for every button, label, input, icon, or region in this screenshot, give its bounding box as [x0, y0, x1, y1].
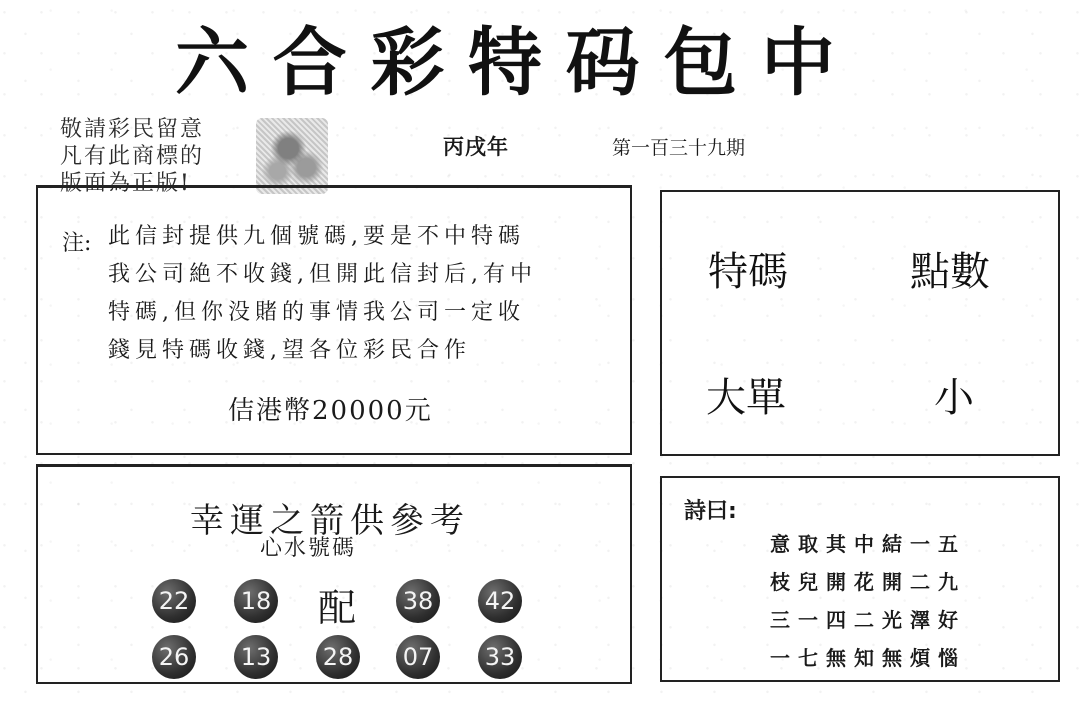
title-char: 六	[175, 20, 249, 106]
notice-line: 版面為正版!	[60, 171, 191, 196]
number-ball: 26	[152, 635, 196, 679]
number-ball: 38	[396, 579, 440, 623]
poem-label: 詩曰:	[684, 499, 737, 524]
trademark-logo-icon	[256, 118, 328, 194]
title-char: 特	[467, 20, 542, 106]
number-ball: 42	[478, 579, 522, 623]
poem-line: 三一四二光澤好	[770, 608, 966, 632]
title-char: 码	[565, 20, 640, 106]
notes-line: 特碼,但你没賭的事情我公司一定收	[108, 300, 525, 325]
number-ball: 18	[234, 579, 278, 623]
price-label: 佶港幣20000元	[228, 396, 433, 426]
notes-box	[36, 185, 632, 455]
points-label: 點數	[910, 249, 990, 295]
poem-line: 意取其中結一五	[770, 532, 966, 556]
number-ball: 07	[396, 635, 440, 679]
notice-line: 敬請彩民留意	[60, 117, 205, 142]
special-code-box	[660, 190, 1060, 456]
poem-box	[660, 476, 1060, 682]
notes-prefix: 注:	[62, 231, 92, 256]
year-label: 丙戌年	[443, 134, 509, 159]
notes-line: 錢見特碼收錢,望各位彩民合作	[108, 338, 471, 363]
issue-number: 第一百三十九期	[612, 137, 746, 159]
special-code-label: 特碼	[708, 249, 788, 295]
lucky-title: 幸運之箭供參考	[190, 501, 470, 541]
lucky-subtitle: 心水號碼	[260, 536, 357, 561]
title-char: 包	[663, 20, 738, 106]
small-label: 小	[934, 375, 974, 421]
poem-line: 一七無知無煩惱	[770, 646, 966, 670]
title-char: 彩	[370, 20, 445, 106]
notes-line: 此信封提供九個號碼,要是不中特碼	[108, 224, 525, 249]
title-char: 中	[760, 20, 835, 106]
lucky-numbers-box	[36, 464, 632, 684]
big-odd-label: 大單	[706, 375, 786, 421]
number-ball: 22	[152, 579, 196, 623]
notes-line: 我公司絶不收錢,但開此信封后,有中	[108, 262, 537, 287]
number-ball: 33	[478, 635, 522, 679]
number-ball: 13	[234, 635, 278, 679]
poem-line: 枝兒開花開二九	[770, 570, 966, 594]
title-char: 合	[272, 20, 347, 106]
pair-label: 配	[318, 586, 357, 630]
main-title	[175, 18, 835, 108]
notice-line: 凡有此商標的	[60, 144, 205, 169]
number-ball: 28	[316, 635, 360, 679]
